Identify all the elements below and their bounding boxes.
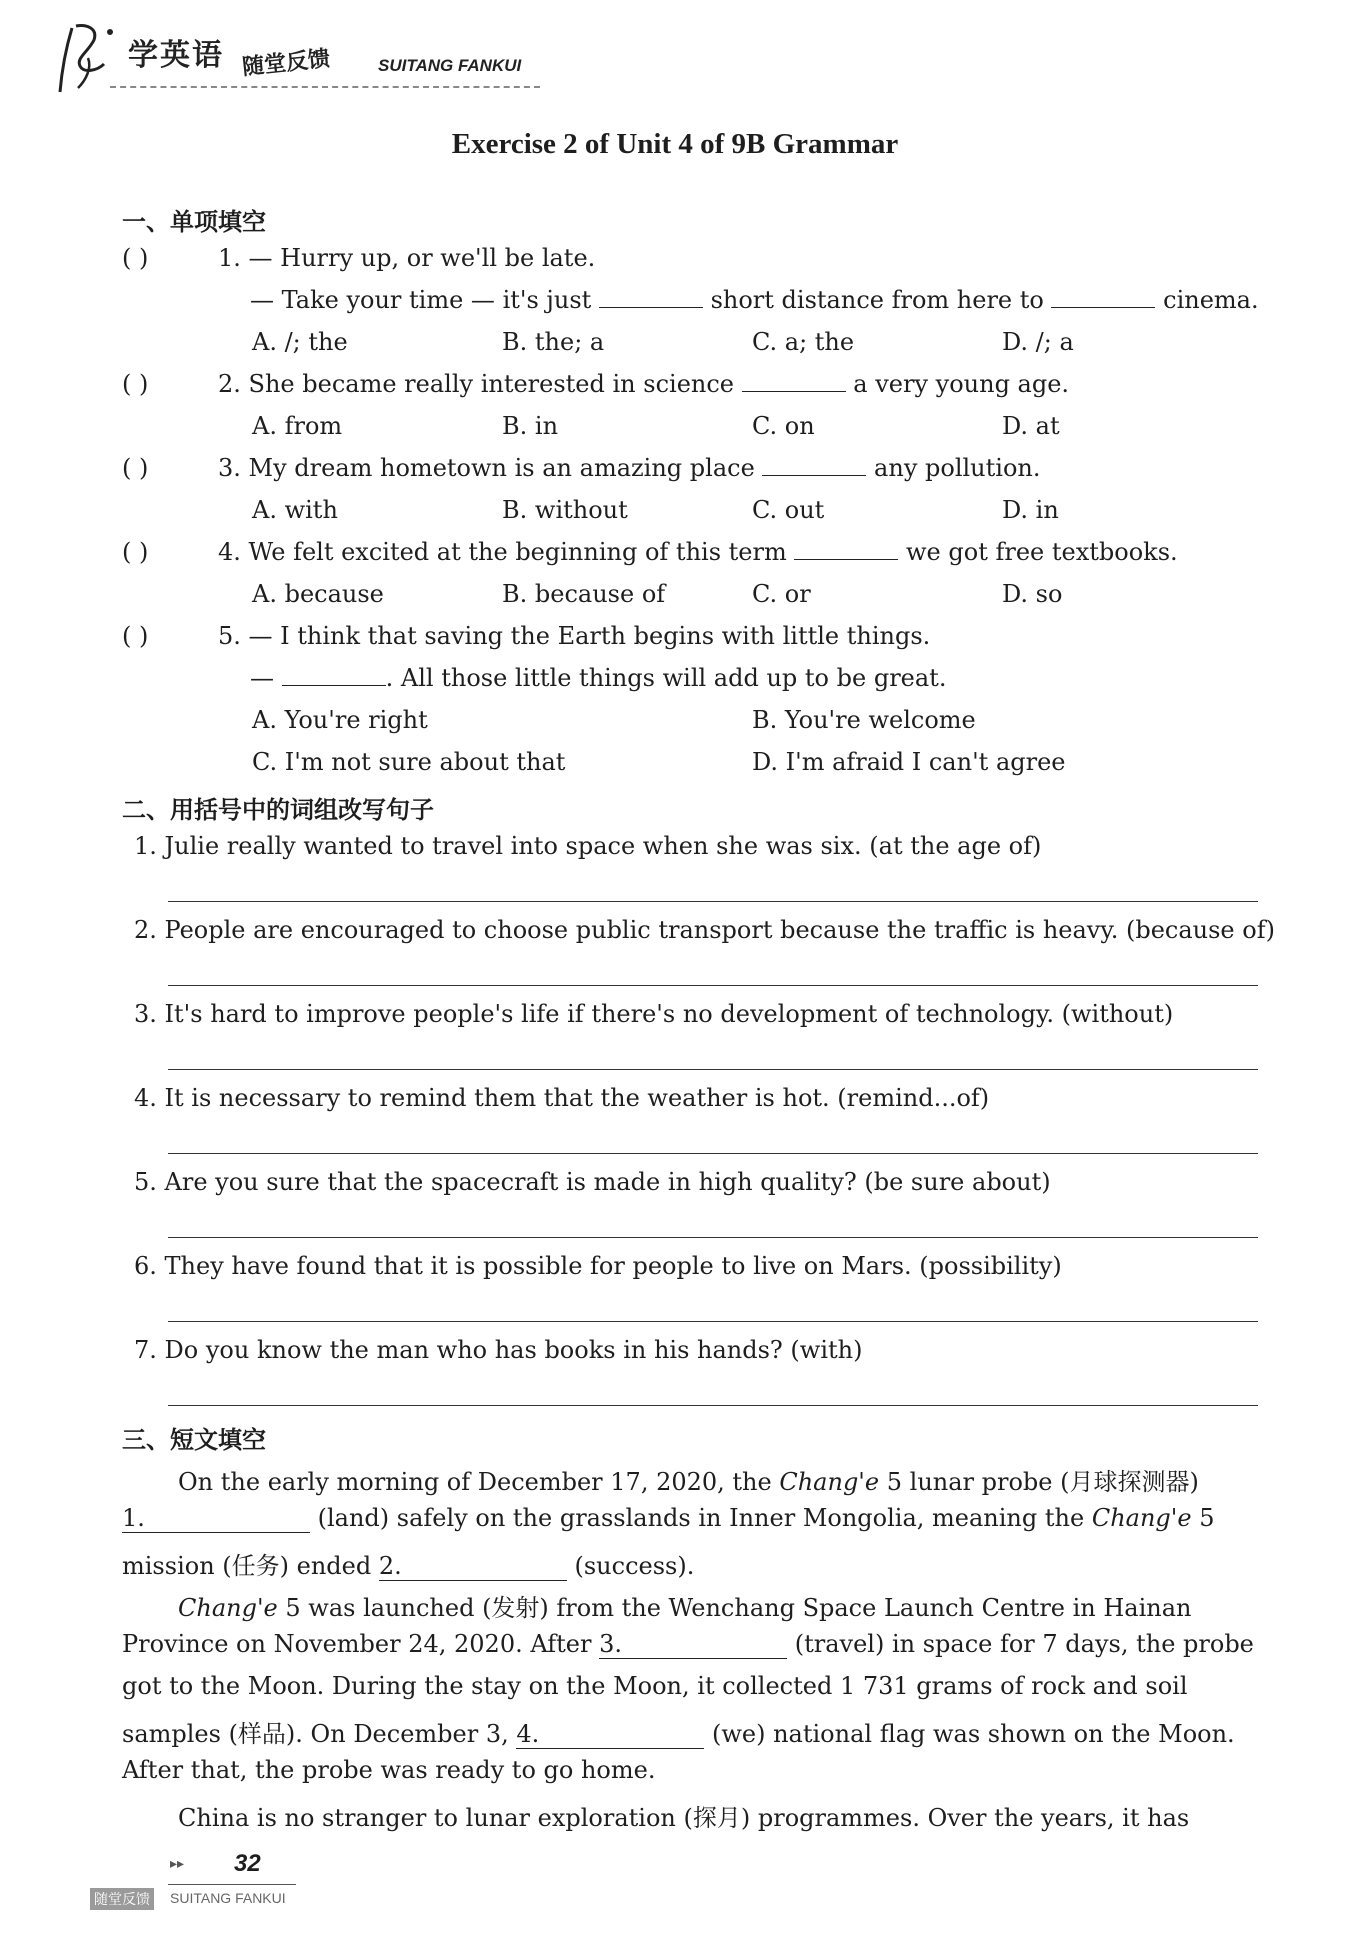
section-3-heading: 三、短文填空 (122, 1426, 266, 1454)
rewrite-answer-line-3[interactable] (168, 1069, 1258, 1070)
question-1-option-c[interactable]: C. a; the (752, 328, 855, 356)
question-2-line (218, 370, 1069, 398)
question-5-dash: — (250, 664, 274, 692)
rewrite-item-5: 5. Are you sure that the spacecraft is made in high quality? (be sure about) (134, 1168, 1051, 1196)
rewrite-answer-line-7[interactable] (168, 1405, 1258, 1406)
question-3-text-a: 3. My dream hometown is an amazing place (218, 454, 755, 482)
passage-line-7 (122, 1714, 1235, 1749)
footer-brand-cn: 随堂反馈 (90, 1888, 154, 1910)
passage-blank-3[interactable] (599, 1630, 787, 1659)
answer-paren-1[interactable]: ( ) (122, 244, 149, 272)
question-4-text-a: 4. We felt excited at the beginning of this term (218, 538, 787, 566)
question-3-line (218, 454, 1040, 482)
question-1-text-a: — Take your time — it's just (250, 286, 592, 314)
question-5-text-b: . All those little things will add up to be great. (385, 664, 947, 692)
question-2-option-c[interactable]: C. on (752, 412, 815, 440)
rewrite-item-2: 2. People are encouraged to choose public transport because the traffic is heavy. (because of) (134, 916, 1275, 944)
question-3-option-d[interactable]: D. in (1002, 496, 1059, 524)
passage-text: mission (任务) ended (122, 1552, 379, 1580)
question-1-option-a[interactable]: A. /; the (252, 328, 348, 356)
question-3-text-b: any pollution. (874, 454, 1041, 482)
question-2-option-d[interactable]: D. at (1002, 412, 1060, 440)
blank-number-2: 2. (378, 1552, 402, 1580)
question-1-blank-b[interactable] (1051, 306, 1155, 308)
question-2-option-b[interactable]: B. in (502, 412, 559, 440)
blank-number-3: 3. (599, 1630, 622, 1658)
page-number: 32 (234, 1850, 261, 1877)
question-1-option-d[interactable]: D. /; a (1002, 328, 1074, 356)
question-3-option-c[interactable]: C. out (752, 496, 825, 524)
question-5-option-b[interactable]: B. You're welcome (752, 706, 976, 734)
footer-brand-en: SUITANG FANKUI (170, 1890, 286, 1906)
blank-number-4: 4. (516, 1720, 540, 1748)
passage-line-2 (122, 1504, 1214, 1533)
rewrite-item-6: 6. They have found that it is possible for people to live on Mars. (possibility) (134, 1252, 1062, 1280)
brand-logo-icon (58, 18, 130, 96)
passage-blank-4[interactable] (516, 1720, 704, 1749)
answer-paren-5[interactable]: ( ) (122, 622, 149, 650)
passage-text: samples (样品). On December 3, (122, 1720, 517, 1748)
question-1-blank-a[interactable] (599, 306, 703, 308)
passage-text: (land) safely on the grasslands in Inner Mongolia, meaning the (310, 1504, 1092, 1532)
passage-text: 5 was launched (发射) from the Wenchang Space Launch Centre in Hainan (277, 1594, 1192, 1622)
passage-italic: Chang'e (178, 1594, 278, 1622)
passage-text: Province on November 24, 2020. After (122, 1630, 600, 1658)
question-3-blank[interactable] (762, 474, 866, 476)
passage-line-6: got to the Moon. During the stay on the Moon, it collected 1 731 grams of rock and soil (122, 1672, 1188, 1700)
answer-paren-3[interactable]: ( ) (122, 454, 149, 482)
brand-subtitle-cn: 随堂反馈 (241, 46, 332, 81)
passage-italic: Chang'e (1091, 1504, 1192, 1532)
question-2-blank[interactable] (742, 390, 846, 392)
answer-paren-2[interactable]: ( ) (122, 370, 149, 398)
passage-line-4 (178, 1588, 1192, 1623)
rewrite-answer-line-1[interactable] (168, 901, 1258, 902)
question-1-text-c: cinema. (1163, 286, 1259, 314)
passage-line-8: After that, the probe was ready to go home. (122, 1756, 656, 1784)
question-4-option-a[interactable]: A. because (252, 580, 384, 608)
question-4-option-c[interactable]: C. or (752, 580, 811, 608)
question-1-option-b[interactable]: B. the; a (502, 328, 605, 356)
passage-text: 5 lunar probe (月球探测器) (879, 1468, 1199, 1496)
section-2-heading: 二、用括号中的词组改写句子 (122, 796, 434, 824)
question-1-line-1: 1. — Hurry up, or we'll be late. (218, 244, 596, 272)
question-4-blank[interactable] (794, 558, 898, 560)
passage-line-3 (122, 1546, 694, 1581)
question-2-text-b: a very young age. (853, 370, 1070, 398)
question-5-line-1: 5. — I think that saving the Earth begins with little things. (218, 622, 931, 650)
question-3-option-a[interactable]: A. with (252, 496, 338, 524)
passage-text: (travel) in space for 7 days, the probe (787, 1630, 1254, 1658)
brand-subtitle-en: SUITANG FANKUI (378, 56, 522, 75)
passage-line-9: China is no stranger to lunar exploration (探月) programmes. Over the years, it has (178, 1804, 1190, 1832)
passage-text: 5 (1191, 1504, 1215, 1532)
question-5-line-2 (250, 664, 946, 692)
question-3-option-b[interactable]: B. without (502, 496, 628, 524)
question-2-option-a[interactable]: A. from (252, 412, 343, 440)
header-divider (110, 86, 540, 88)
footer-arrows-icon: ▸▸ (170, 1856, 185, 1872)
rewrite-answer-line-5[interactable] (168, 1237, 1258, 1238)
question-1-text-b: short distance from here to (710, 286, 1044, 314)
question-1-line-2 (250, 286, 1259, 314)
question-4-line (218, 538, 1178, 566)
footer-divider (168, 1884, 296, 1885)
question-5-option-c[interactable]: C. I'm not sure about that (252, 748, 566, 776)
question-2-text-a: 2. She became really interested in science (218, 370, 734, 398)
question-4-option-b[interactable]: B. because of (502, 580, 666, 608)
section-1-heading: 一、单项填空 (122, 208, 266, 236)
passage-line-5 (122, 1630, 1254, 1659)
passage-text: (we) national flag was shown on the Moon. (704, 1720, 1235, 1748)
answer-paren-4[interactable]: ( ) (122, 538, 149, 566)
blank-number-1: 1. (122, 1504, 145, 1532)
rewrite-answer-line-6[interactable] (168, 1321, 1258, 1322)
passage-blank-1[interactable] (122, 1504, 310, 1533)
passage-line-1 (178, 1462, 1199, 1497)
rewrite-item-4: 4. It is necessary to remind them that the weather is hot. (remind...of) (134, 1084, 990, 1112)
rewrite-item-1: 1. Julie really wanted to travel into space when she was six. (at the age of) (134, 832, 1042, 860)
question-4-option-d[interactable]: D. so (1002, 580, 1063, 608)
passage-text: (success). (566, 1552, 695, 1580)
rewrite-item-7: 7. Do you know the man who has books in his hands? (with) (134, 1336, 863, 1364)
question-5-option-a[interactable]: A. You're right (252, 706, 428, 734)
page-title: Exercise 2 of Unit 4 of 9B Grammar (451, 128, 899, 160)
question-5-option-d[interactable]: D. I'm afraid I can't agree (752, 748, 1066, 776)
rewrite-item-3: 3. It's hard to improve people's life if there's no development of technology. (without) (134, 1000, 1174, 1028)
brand-title-cn: 学英语 (128, 38, 224, 73)
passage-text: On the early morning of December 17, 2020, the (178, 1468, 780, 1496)
passage-italic: Chang'e (779, 1468, 880, 1496)
rewrite-answer-line-2[interactable] (168, 985, 1258, 986)
question-5-blank[interactable] (282, 684, 386, 686)
question-4-text-b: we got free textbooks. (906, 538, 1178, 566)
rewrite-answer-line-4[interactable] (168, 1153, 1258, 1154)
passage-blank-2[interactable] (379, 1552, 567, 1581)
